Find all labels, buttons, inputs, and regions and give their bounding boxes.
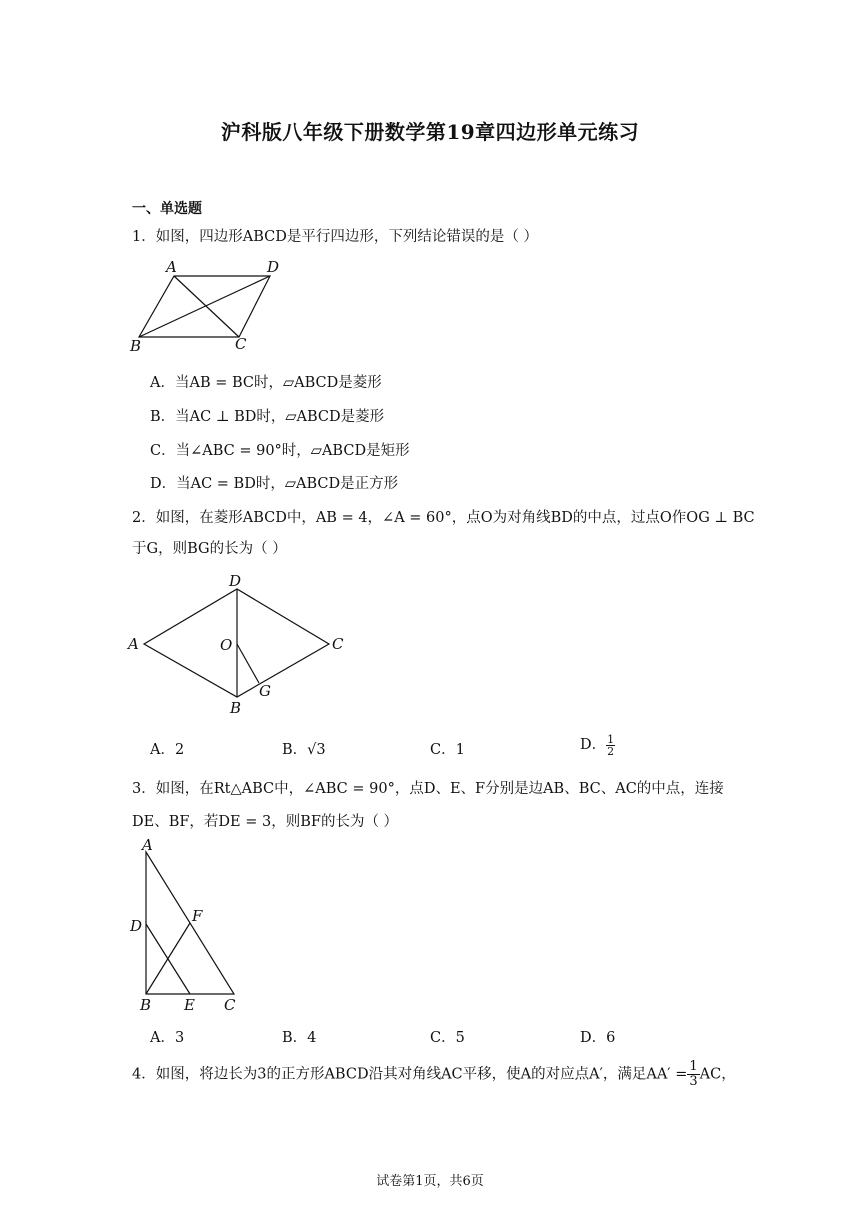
option-b-prefix: B．	[282, 742, 308, 758]
page-footer: 试卷第1页，共6页	[376, 1174, 484, 1189]
question-1-option-d: D．当AC = BD时，▱ABCD是正方形	[150, 476, 399, 492]
fraction-denominator: 3	[689, 1074, 698, 1089]
vertex-label-b: B	[140, 996, 152, 1014]
question-1-figure-parallelogram	[128, 255, 288, 355]
point-label-e: E	[184, 996, 195, 1014]
question-2-option-a: A．2	[150, 742, 185, 758]
question-2-option-b	[282, 738, 326, 759]
fraction-denominator: 2	[607, 744, 615, 758]
question-3-option-d: D．6	[580, 1030, 616, 1046]
vertex-label-a: A	[128, 635, 139, 653]
vertex-label-b: B	[130, 337, 142, 355]
question-3-figure-right-triangle	[126, 836, 248, 1014]
question-4-stem	[132, 1060, 736, 1089]
vertex-label-b: B	[230, 699, 242, 717]
question-4-fraction	[687, 1060, 699, 1089]
vertex-label-a: A	[166, 258, 177, 276]
fraction-numerator: 1	[689, 1059, 698, 1074]
diagonal-ac	[174, 276, 239, 337]
section-heading: 一、单选题	[132, 201, 202, 217]
question-1-stem: 1．如图，四边形ABCD是平行四边形，下列结论错误的是（ ）	[132, 229, 538, 245]
fraction-numerator: 1	[607, 732, 615, 746]
segment-og	[237, 644, 259, 683]
question-4-stem-suffix: AC，	[699, 1066, 736, 1083]
question-3-stem-line-2: DE、BF，若DE = 3，则BF的长为（ ）	[132, 814, 399, 830]
question-1-option-a: A．当AB = BC时，▱ABCD是菱形	[150, 375, 382, 391]
question-2-stem-line-2: 于G，则BG的长为（ ）	[132, 541, 287, 557]
question-3-stem-line-1: 3．如图，在Rt△ABC中，∠ABC = 90°，点D、E、F分别是边AB、BC、AC的中点，连接	[132, 781, 724, 797]
vertex-label-c: C	[235, 335, 247, 353]
diagonal-bd	[139, 276, 270, 337]
question-4-stem-prefix: 4．如图，将边长为3的正方形ABCD沿其对角线AC平移，使A的对应点A′，满足AA′ =	[132, 1066, 688, 1083]
point-label-f: F	[192, 907, 203, 925]
vertex-label-d: D	[229, 572, 242, 590]
option-b-sqrt-value: √3	[307, 742, 326, 758]
option-d-fraction	[606, 734, 615, 757]
question-1-option-b: B．当AC ⊥ BD时，▱ABCD是菱形	[150, 409, 385, 425]
question-1-option-c: C．当∠ABC = 90°时，▱ABCD是矩形	[150, 443, 410, 459]
question-2-stem-line-1: 2．如图，在菱形ABCD中，AB = 4，∠A = 60°，点O为对角线BD的中点，过点O作OG ⊥ BC	[132, 510, 755, 526]
question-2-option-d	[580, 733, 615, 757]
question-3-option-a: A．3	[150, 1030, 185, 1046]
vertex-label-d: D	[267, 258, 280, 276]
question-3-option-c: C．5	[430, 1030, 465, 1046]
option-d-prefix: D．	[580, 737, 607, 753]
point-label-d: D	[130, 917, 143, 935]
vertex-label-c: C	[224, 996, 236, 1014]
page-title: 沪科版八年级下册数学第19章四边形单元练习	[220, 120, 640, 144]
vertex-label-c: C	[332, 635, 344, 653]
question-2-figure-rhombus	[126, 570, 356, 718]
point-label-o: O	[220, 636, 233, 654]
point-label-g: G	[259, 682, 271, 700]
question-3-option-b: B．4	[282, 1030, 317, 1046]
question-2-option-c: C．1	[430, 742, 465, 758]
vertex-label-a: A	[142, 836, 153, 854]
